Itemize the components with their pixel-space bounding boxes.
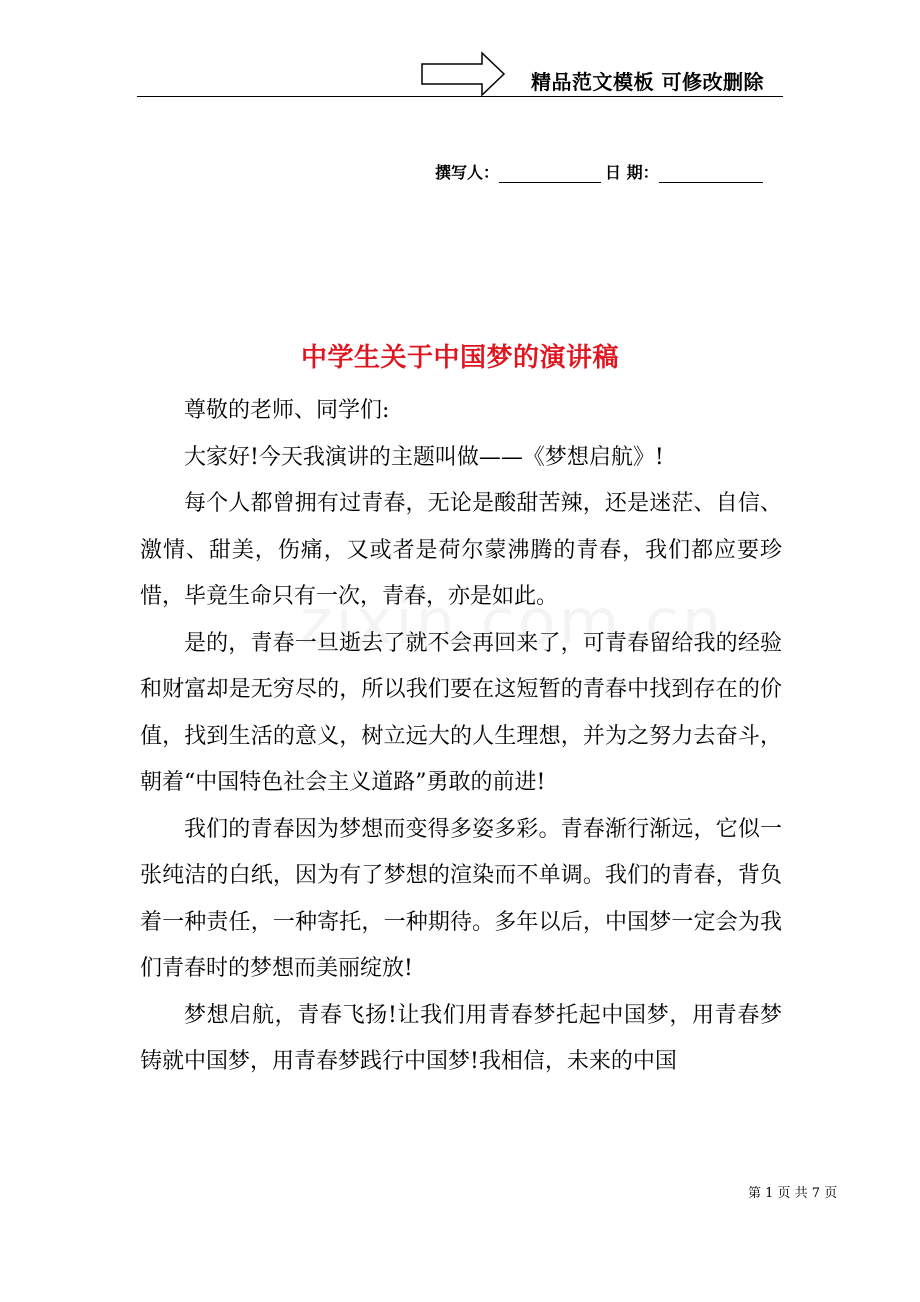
header-rule <box>137 96 783 97</box>
paragraph-greeting: 尊敬的老师、同学们: <box>184 398 390 423</box>
arrow-icon <box>420 51 506 97</box>
document-title: 中学生关于中国梦的演讲稿 <box>300 343 619 373</box>
date-label: 日 期： <box>605 163 659 182</box>
paragraph: 我们的青春因为梦想而变得多姿多彩。青春渐行渐远，它似一张纯洁的白纸，因为有了梦想的渲染而不单调。我们的青春，背负着一种责任，一种寄托，一种期待。多年以后，中国梦一定会为我们青春时的梦想而美丽绽放! <box>140 816 782 981</box>
document-body <box>140 388 782 1086</box>
paragraph: 每个人都曾拥有过青春，无论是酸甜苦辣，还是迷茫、自信、激情、甜美，伤痛，又或者是荷尔蒙沸腾的青春，我们都应要珍惜，毕竟生命只有一次，青春，亦是如此。 <box>140 491 782 609</box>
page-number: 第 1 页 共 7 页 <box>748 1186 838 1201</box>
paragraph: 梦想启航，青春飞扬!让我们用青春梦托起中国梦，用青春梦铸就中国梦，用青春梦践行中国梦!我相信，未来的中国 <box>140 1002 782 1074</box>
author-date-line <box>435 160 763 183</box>
author-label: 撰写人： <box>435 163 500 182</box>
header-label: 精品范文模板 可修改删除 <box>531 70 764 94</box>
paragraph-topic: 大家好!今天我演讲的主题叫做——《梦想启航》! <box>184 444 664 470</box>
author-blank <box>499 164 601 183</box>
date-blank <box>659 164 763 183</box>
paragraph: 是的，青春一旦逝去了就不会再回来了，可青春留给我的经验和财富却是无穷尽的，所以我们要在这短暂的青春中找到存在的价值，找到生活的意义，树立远大的人生理想，并为之努力去奋斗，朝着“中国特色社会主义道路”勇敢的前进! <box>140 630 782 795</box>
